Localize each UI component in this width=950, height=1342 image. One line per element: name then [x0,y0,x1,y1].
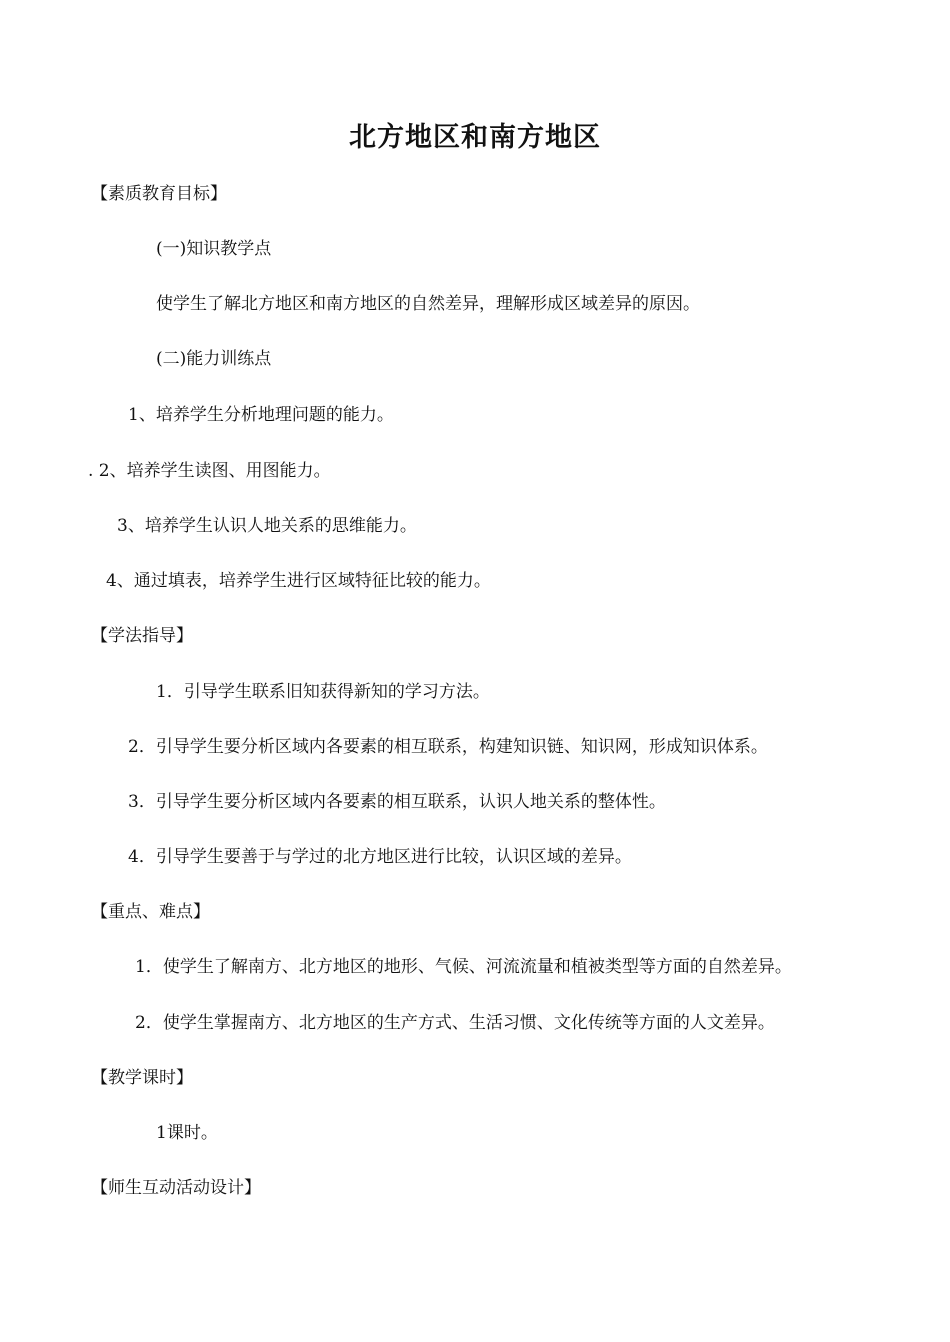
section-heading-keypoints: 【重点、难点】 [91,902,210,922]
keypoint-item-1: 1．使学生了解南方、北方地区的地形、气候、河流流量和植被类型等方面的自然差异。 [135,957,792,977]
keypoint-item-2: 2．使学生掌握南方、北方地区的生产方式、生活习惯、文化传统等方面的人文差异。 [135,1013,775,1033]
ability-item-2: . 2、培养学生读图、用图能力。 [88,461,331,481]
hours-text: 1课时。 [156,1123,218,1143]
section-heading-method: 【学法指导】 [91,626,193,646]
section-heading-objectives: 【素质教育目标】 [91,184,227,204]
method-item-1: 1．引导学生联系旧知获得新知的学习方法。 [156,682,490,702]
ability-item-4: 4、通过填表，培养学生进行区域特征比较的能力。 [106,571,491,591]
subheading-knowledge: (一)知识教学点 [156,239,272,259]
ability-item-1: 1、培养学生分析地理问题的能力。 [128,405,394,425]
method-item-4: 4．引导学生要善于与学过的北方地区进行比较，认识区域的差异。 [128,847,632,867]
knowledge-text: 使学生了解北方地区和南方地区的自然差异，理解形成区域差异的原因。 [156,294,700,314]
method-item-3: 3．引导学生要分析区域内各要素的相互联系，认识人地关系的整体性。 [128,792,666,812]
method-item-2: 2．引导学生要分析区域内各要素的相互联系，构建知识链、知识网，形成知识体系。 [128,737,768,757]
ability-item-3: 3、培养学生认识人地关系的思维能力。 [117,516,417,536]
section-heading-hours: 【教学课时】 [91,1068,193,1088]
section-heading-activities: 【师生互动活动设计】 [91,1178,261,1198]
subheading-ability: (二)能力训练点 [156,349,272,369]
page-title: 北方地区和南方地区 [349,122,601,153]
